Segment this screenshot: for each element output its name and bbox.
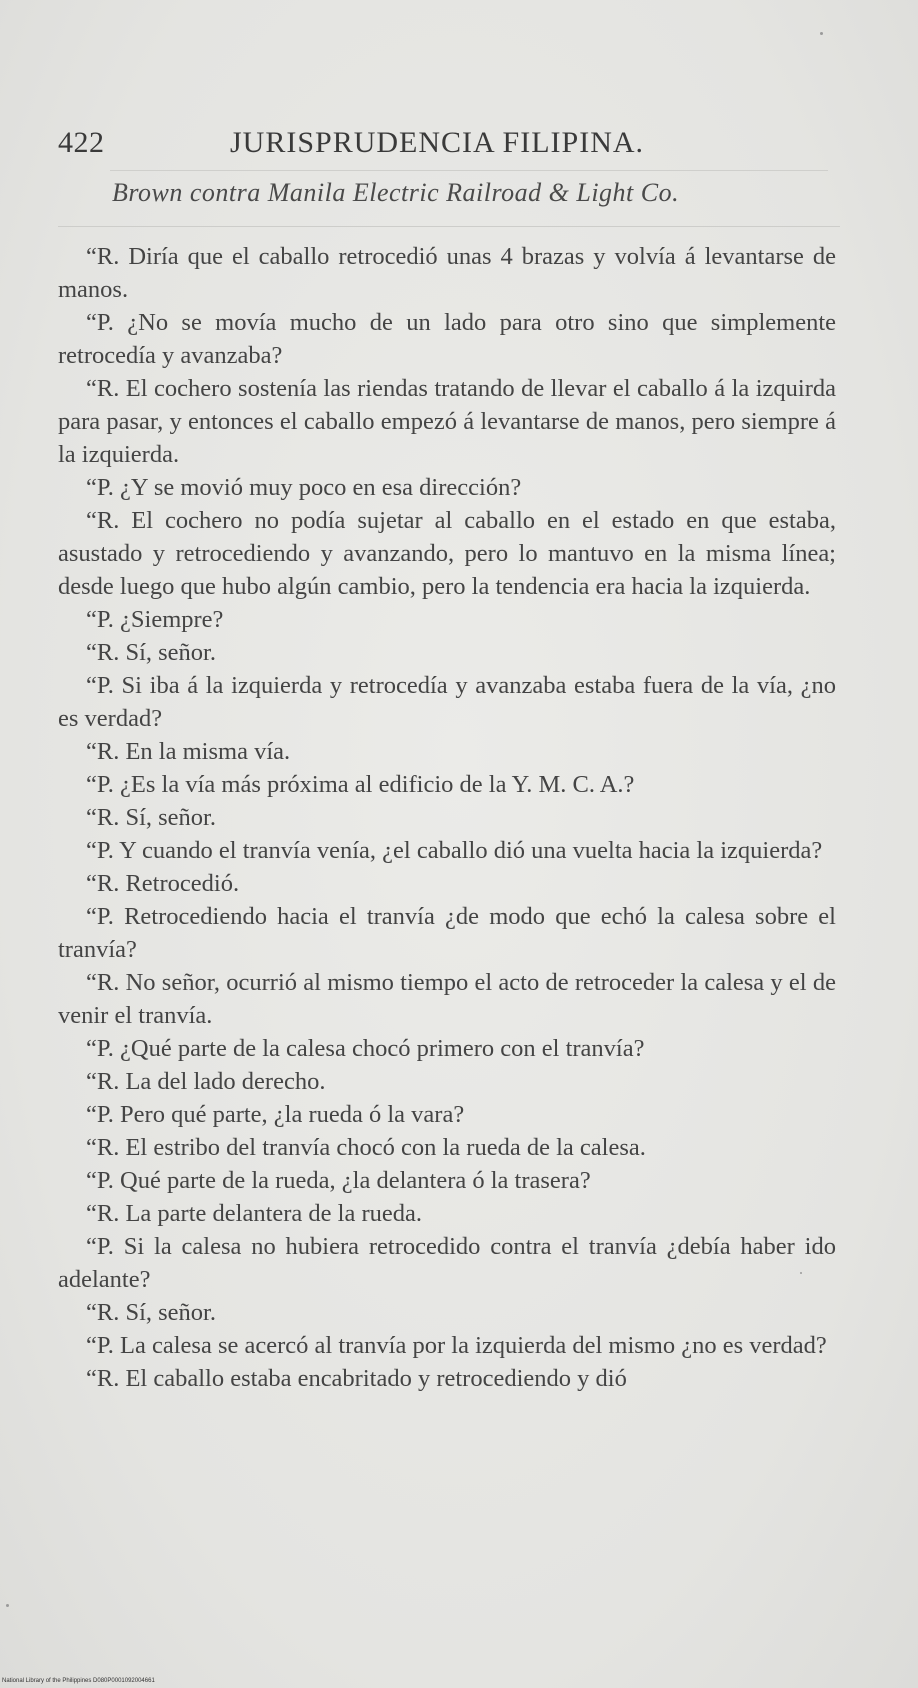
paragraph: “R. La parte delantera de la rueda. — [86, 1200, 423, 1227]
scan-speck — [6, 1604, 9, 1607]
paragraph: “P. La calesa se acercó al tranvía por la izquierda del mismo ¿no es verdad? — [86, 1332, 827, 1359]
paragraph: “R. En la misma vía. — [86, 738, 291, 765]
paragraph: “P. ¿Qué parte de la calesa chocó primero con el tranvía? — [86, 1035, 645, 1062]
source-note: National Library of the Philippines D080P0001092004661 — [2, 1678, 155, 1684]
paragraph: “R. No señor, ocurrió al mismo tiempo el acto de retroceder la calesa y el de venir el tranvía. — [58, 969, 836, 1029]
paragraph: “P. ¿Es la vía más próxima al edificio de la Y. M. C. A.? — [86, 771, 635, 798]
paragraph: “P. Si la calesa no hubiera retrocedido contra el tranvía ¿debía haber ido adelante? — [58, 1233, 836, 1293]
running-title: JURISPRUDENCIA FILIPINA. — [230, 126, 645, 159]
paragraph: “R. El caballo estaba encabritado y retrocediendo y dió — [86, 1365, 627, 1392]
paragraph: “P. ¿Siempre? — [86, 606, 224, 633]
paragraph: “R. Sí, señor. — [86, 1299, 216, 1326]
paragraph: “P. ¿Y se movió muy poco en esa dirección? — [86, 474, 522, 501]
paragraph: “R. Diría que el caballo retrocedió unas 4 brazas y volvía á levantarse de manos. — [58, 243, 836, 303]
scan-speck — [800, 1272, 802, 1274]
paragraph: “R. Sí, señor. — [86, 639, 216, 666]
scan-speck — [820, 32, 823, 35]
page-header — [58, 126, 826, 170]
header-divider — [110, 170, 828, 171]
paragraph: “P. ¿No se movía mucho de un lado para otro sino que simplemente retrocedía y avanzaba? — [58, 309, 836, 369]
case-title: Brown contra Manila Electric Railroad & Light Co. — [112, 178, 680, 207]
paragraph: “P. Qué parte de la rueda, ¿la delantera ó la trasera? — [86, 1167, 591, 1194]
page-number: 422 — [58, 126, 105, 159]
paragraph: “R. El cochero no podía sujetar al caballo en el estado en que estaba, asustado y retrocediendo y avanzando, pero lo mantuvo en la misma línea; desde luego que hubo algún cambio, pero la tendencia era hacia la izquierda. — [58, 507, 836, 600]
paragraph: “P. Pero qué parte, ¿la rueda ó la vara? — [86, 1101, 465, 1128]
body-text — [58, 240, 836, 1395]
paragraph: “P. Y cuando el tranvía venía, ¿el caballo dió una vuelta hacia la izquierda? — [86, 837, 823, 864]
paragraph: “R. El estribo del tranvía chocó con la rueda de la calesa. — [86, 1134, 646, 1161]
paragraph: “R. Sí, señor. — [86, 804, 216, 831]
paragraph: “R. Retrocedió. — [86, 870, 240, 897]
paragraph: “P. Si iba á la izquierda y retrocedía y avanzaba estaba fuera de la vía, ¿no es verdad? — [58, 672, 836, 732]
paragraph: “R. El cochero sostenía las riendas tratando de llevar el caballo á la izquirda para pasar, y entonces el caballo empezó á levantarse de manos, pero siempre á la izquierda. — [58, 375, 836, 468]
paragraph: “P. Retrocediendo hacia el tranvía ¿de modo que echó la calesa sobre el tranvía? — [58, 903, 836, 963]
paragraph: “R. La del lado derecho. — [86, 1068, 326, 1095]
case-title-divider — [58, 226, 840, 227]
